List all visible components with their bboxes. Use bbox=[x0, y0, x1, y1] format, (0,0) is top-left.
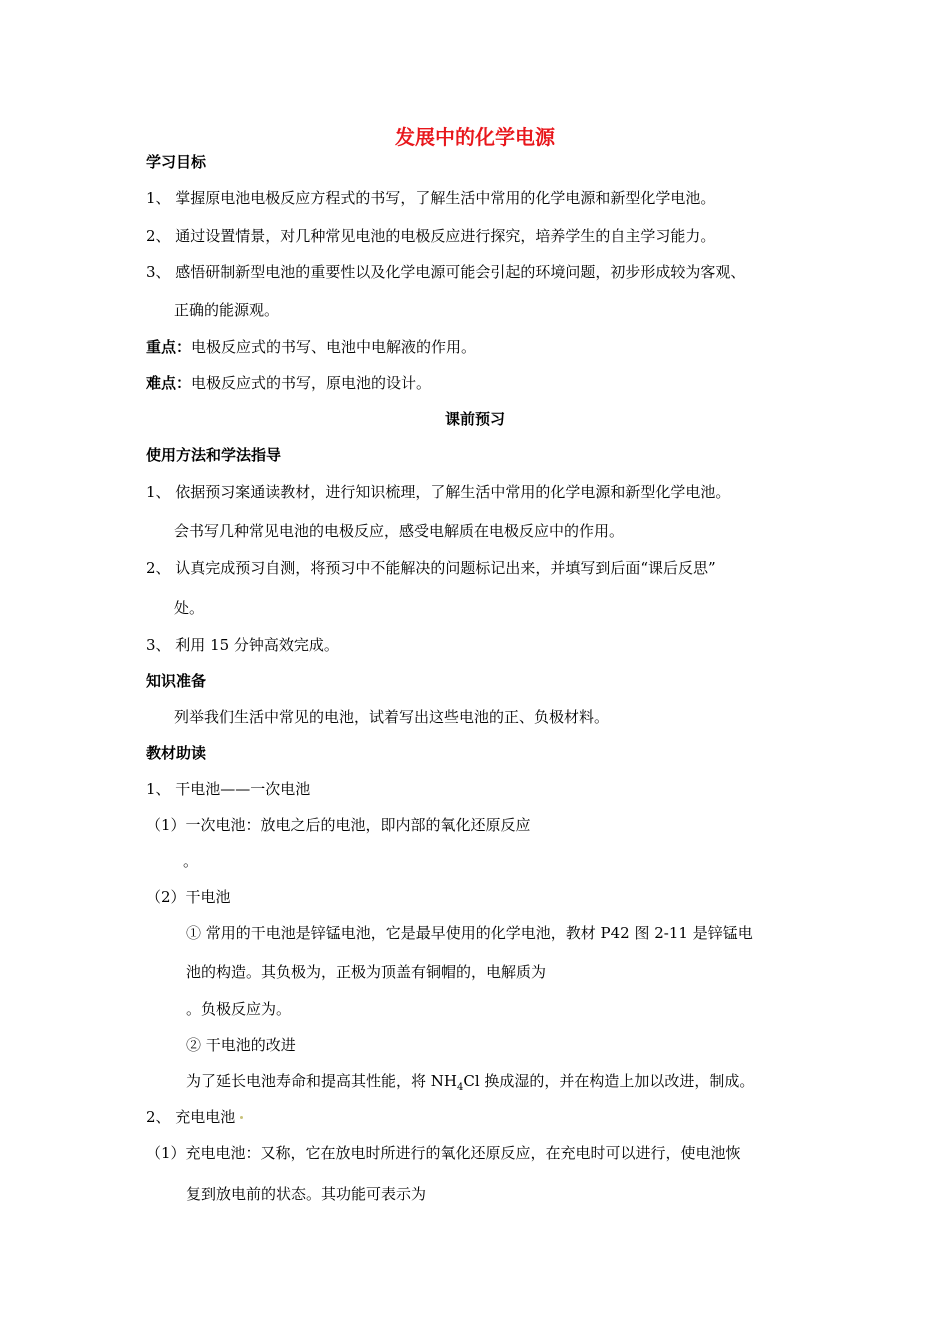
stray-mark bbox=[240, 1116, 243, 1119]
objective-item-1: 1、 掌握原电池电极反应方程式的书写，了解生活中常用的化学电源和新型化学电池。 bbox=[146, 189, 716, 207]
section-2: 2、 充电电池 bbox=[146, 1108, 236, 1126]
nh4cl-suffix: Cl 换成湿的，并在构造上加以改进，制成。 bbox=[463, 1072, 755, 1090]
objective-item-3-continued: 正确的能源观。 bbox=[174, 301, 280, 319]
method-item-2-continued: 处。 bbox=[174, 599, 205, 617]
method-item-1-continued: 会书写几种常见电池的电极反应，感受电解质在电极反应中的作用。 bbox=[174, 522, 625, 540]
nh4cl-prefix: 为了延长电池寿命和提高其性能，将 NH bbox=[186, 1072, 457, 1090]
section-1: 1、 干电池——一次电池 bbox=[146, 780, 311, 798]
knowledge-text: 列举我们生活中常见的电池，试着写出这些电池的正、负极材料。 bbox=[174, 708, 610, 726]
nh4cl-subscript: 4 bbox=[456, 1082, 464, 1093]
section-1-2-a-end: 。负极反应为。 bbox=[186, 1000, 292, 1018]
section-1-2: （2）干电池 bbox=[146, 888, 231, 906]
method-heading: 使用方法和学法指导 bbox=[146, 446, 282, 464]
objectives-heading: 学习目标 bbox=[146, 153, 207, 171]
objective-item-2: 2、 通过设置情景，对几种常见电池的电极反应进行探究，培养学生的自主学习能力。 bbox=[146, 227, 716, 245]
difficulty-label: 难点： bbox=[146, 374, 192, 392]
difficulty-text: 电极反应式的书写，原电池的设计。 bbox=[191, 374, 432, 392]
method-item-3: 3、 利用 15 分钟高效完成。 bbox=[146, 636, 339, 654]
section-1-2-b-text bbox=[186, 1071, 754, 1098]
objective-item-3: 3、 感悟研制新型电池的重要性以及化学电源可能会引起的环境问题，初步形成较为客观、 bbox=[146, 263, 746, 281]
section-1-2-b: ② 干电池的改进 bbox=[186, 1036, 296, 1054]
section-1-2-a: ① 常用的干电池是锌锰电池，它是最早使用的化学电池，教材 P42 图 2-11 是锌锰电 bbox=[186, 924, 753, 942]
key-point-label: 重点： bbox=[146, 338, 192, 356]
section-1-1: （1）一次电池：放电之后的电池，即内部的氧化还原反应 bbox=[146, 816, 531, 834]
preview-heading: 课前预习 bbox=[444, 410, 505, 428]
section-2-1: （1）充电电池：又称，它在放电时所进行的氧化还原反应，在充电时可以进行，使电池恢 bbox=[146, 1144, 741, 1162]
section-1-2-a-continued: 池的构造。其负极为，正极为顶盖有铜帽的，电解质为 bbox=[186, 963, 547, 981]
knowledge-heading: 知识准备 bbox=[146, 672, 207, 690]
section-1-1-end: 。 bbox=[183, 852, 199, 870]
section-2-1-continued: 复到放电前的状态。其功能可表示为 bbox=[186, 1185, 427, 1203]
key-point bbox=[146, 337, 476, 357]
method-item-2: 2、 认真完成预习自测，将预习中不能解决的问题标记出来，并填写到后面“课后反思” bbox=[146, 559, 716, 577]
page-title: 发展中的化学电源 bbox=[395, 125, 555, 149]
textbook-heading: 教材助读 bbox=[146, 744, 207, 762]
method-item-1: 1、 依据预习案通读教材，进行知识梳理，了解生活中常用的化学电源和新型化学电池。 bbox=[146, 483, 731, 501]
difficulty bbox=[146, 373, 431, 393]
key-point-text: 电极反应式的书写、电池中电解液的作用。 bbox=[191, 338, 477, 356]
